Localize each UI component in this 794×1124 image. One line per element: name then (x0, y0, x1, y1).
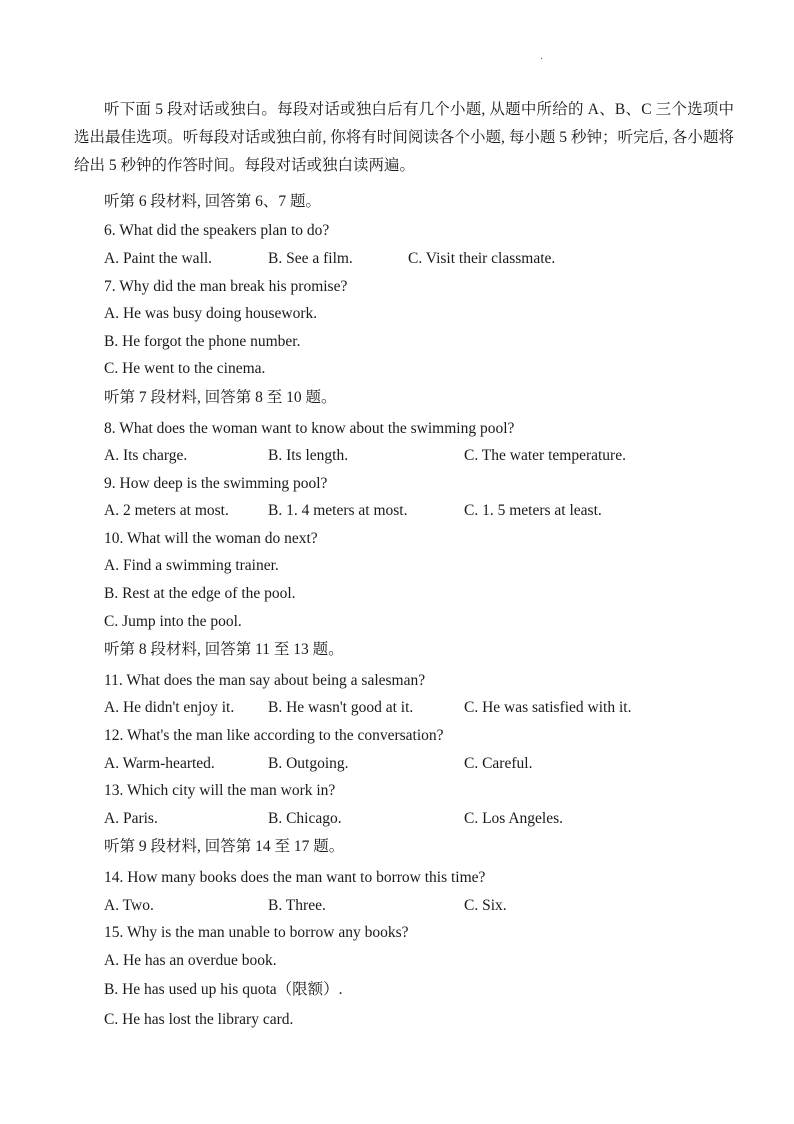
option-11-a: A. He didn't enjoy it. (104, 699, 235, 716)
question-15: 15. Why is the man unable to borrow any books? (104, 924, 409, 941)
section-heading-7: 听第 7 段材料, 回答第 8 至 10 题。 (104, 389, 337, 406)
option-13-b: B. Chicago. (268, 810, 342, 827)
option-14-b: B. Three. (268, 897, 326, 914)
question-12: 12. What's the man like according to the conversation? (104, 727, 444, 744)
option-7-a: A. He was busy doing housework. (104, 305, 318, 322)
page-mark: · (540, 54, 544, 65)
option-9-a: A. 2 meters at most. (104, 502, 229, 519)
option-9-b: B. 1. 4 meters at most. (268, 502, 408, 519)
option-10-b: B. Rest at the edge of the pool. (104, 585, 296, 602)
option-13-c: C. Los Angeles. (464, 810, 564, 827)
option-14-a: A. Two. (104, 897, 154, 914)
listening-instructions: 听下面 5 段对话或独白。每段对话或独白后有几个小题, 从题中所给的 A、B、C 三个选项中选出最佳选项。听每段对话或独白前, 你将有时间阅读各个小题, 每小题 5 秒钟；听完后, 各小题将给出 5 秒钟的作答时间。每段对话或独白读两遍。 (74, 101, 734, 174)
option-11-c: C. He was satisfied with it. (464, 699, 632, 716)
question-10: 10. What will the woman do next? (104, 530, 318, 547)
option-13-a: A. Paris. (104, 810, 158, 827)
question-6: 6. What did the speakers plan to do? (104, 222, 330, 239)
section-heading-6: 听第 6 段材料, 回答第 6、7 题。 (104, 193, 322, 210)
option-8-b: B. Its length. (268, 447, 349, 464)
option-11-b: B. He wasn't good at it. (268, 699, 414, 716)
option-7-b: B. He forgot the phone number. (104, 333, 301, 350)
option-10-c: C. Jump into the pool. (104, 613, 242, 630)
question-13: 13. Which city will the man work in? (104, 782, 336, 799)
option-15-b: B. He has used up his quota（限额）. (104, 981, 343, 998)
option-8-a: A. Its charge. (104, 447, 188, 464)
question-9: 9. How deep is the swimming pool? (104, 475, 328, 492)
question-11: 11. What does the man say about being a salesman? (104, 672, 426, 689)
option-14-c: C. Six. (464, 897, 507, 914)
section-heading-9: 听第 9 段材料, 回答第 14 至 17 题。 (104, 838, 345, 855)
question-14: 14. How many books does the man want to borrow this time? (104, 869, 486, 886)
option-15-a: A. He has an overdue book. (104, 952, 277, 969)
option-15-c: C. He has lost the library card. (104, 1011, 294, 1028)
option-7-c: C. He went to the cinema. (104, 360, 266, 377)
question-7: 7. Why did the man break his promise? (104, 278, 348, 295)
option-12-c: C. Careful. (464, 755, 533, 772)
option-12-b: B. Outgoing. (268, 755, 349, 772)
option-10-a: A. Find a swimming trainer. (104, 557, 279, 574)
option-8-c: C. The water temperature. (464, 447, 626, 464)
option-6-c: C. Visit their classmate. (408, 250, 556, 267)
option-6-b: B. See a film. (268, 250, 353, 267)
section-heading-8: 听第 8 段材料, 回答第 11 至 13 题。 (104, 641, 344, 658)
option-12-a: A. Warm-hearted. (104, 755, 215, 772)
option-6-a: A. Paint the wall. (104, 250, 213, 267)
option-9-c: C. 1. 5 meters at least. (464, 502, 602, 519)
question-8: 8. What does the woman want to know about the swimming pool? (104, 420, 515, 437)
